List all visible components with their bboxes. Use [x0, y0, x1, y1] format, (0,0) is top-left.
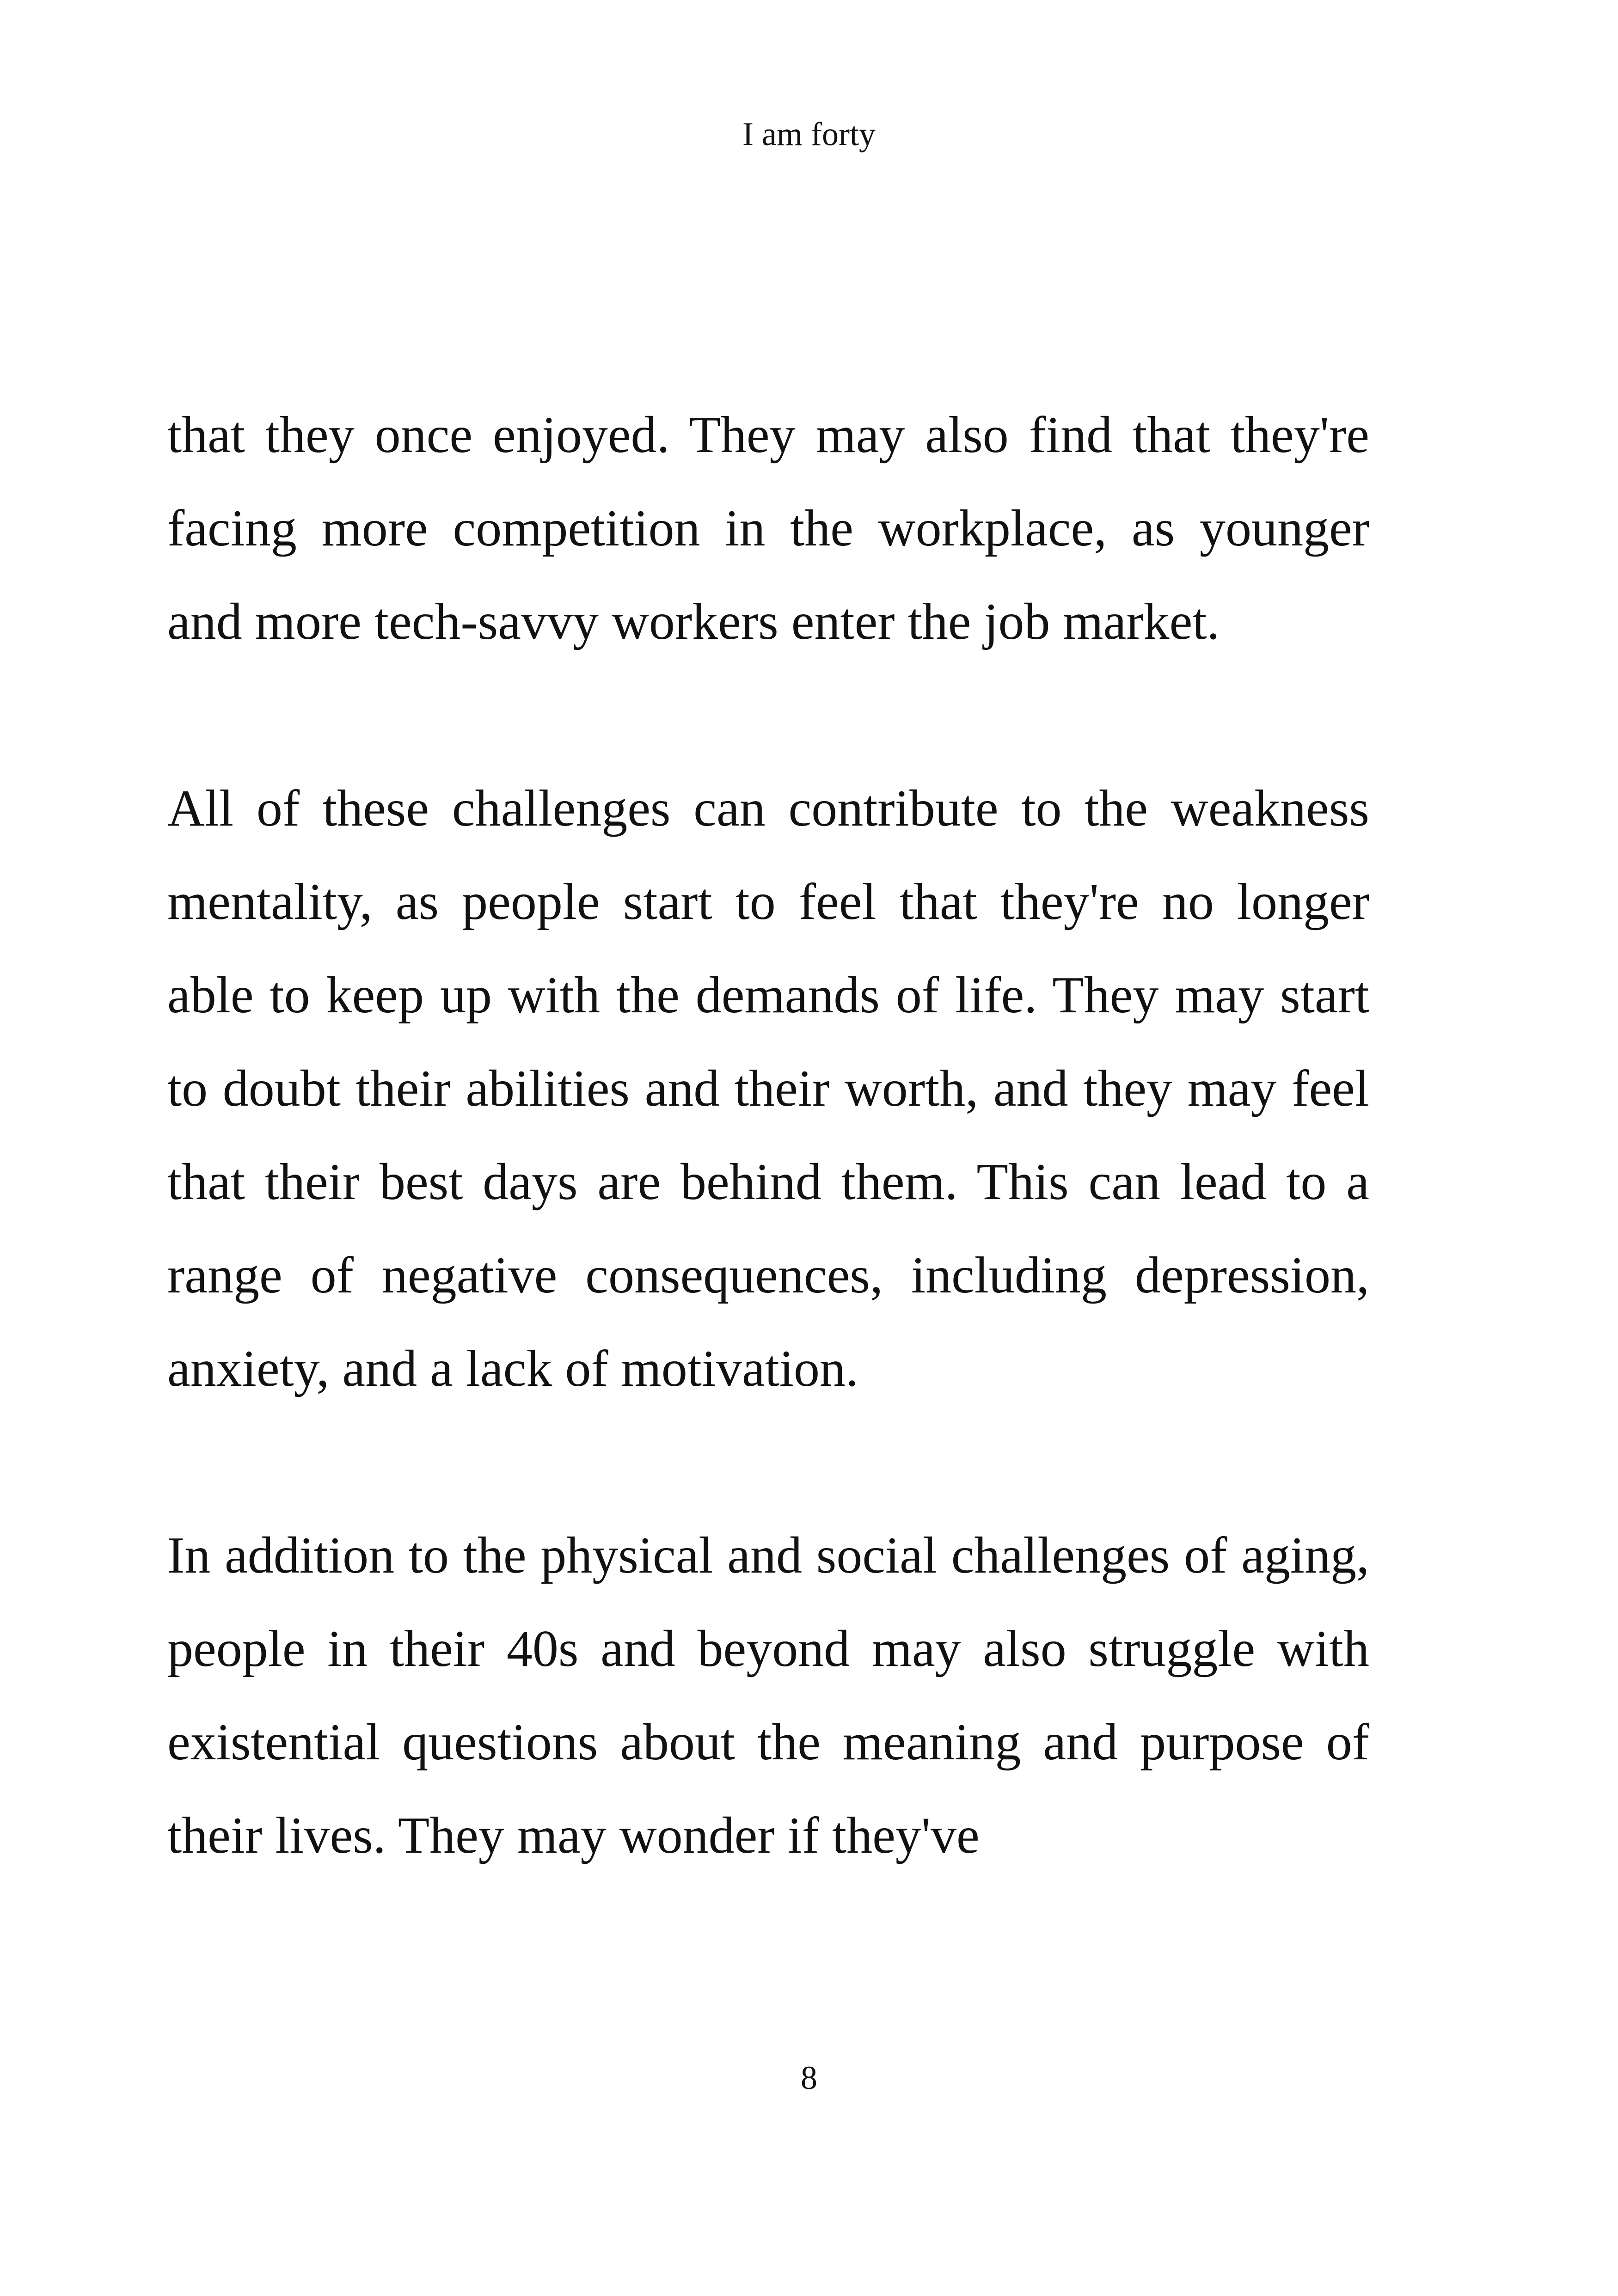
body-text: [167, 388, 1369, 1882]
paragraph-3: In addition to the physical and social challenges of aging, people in their 40s and beyond may also struggle with existential questions about the meaning and purpose of their lives. They may wonder if they've: [167, 1527, 1369, 1864]
paragraph-2: All of these challenges can contribute to the weakness mentality, as people start to feel that they're no longer able to keep up with the demands of life. They may start to doubt their abilities and their worth, and they may feel that their best days are behind them. This can lead to a range of negative consequences, including depression, anxiety, and a lack of motivation.: [167, 780, 1369, 1397]
page-number: 8: [801, 2059, 817, 2096]
paragraph-1: that they once enjoyed. They may also find that they're facing more competition in the workplace, as younger and more tech-savvy workers enter the job market.: [167, 406, 1369, 650]
running-header: I am forty: [742, 116, 876, 153]
